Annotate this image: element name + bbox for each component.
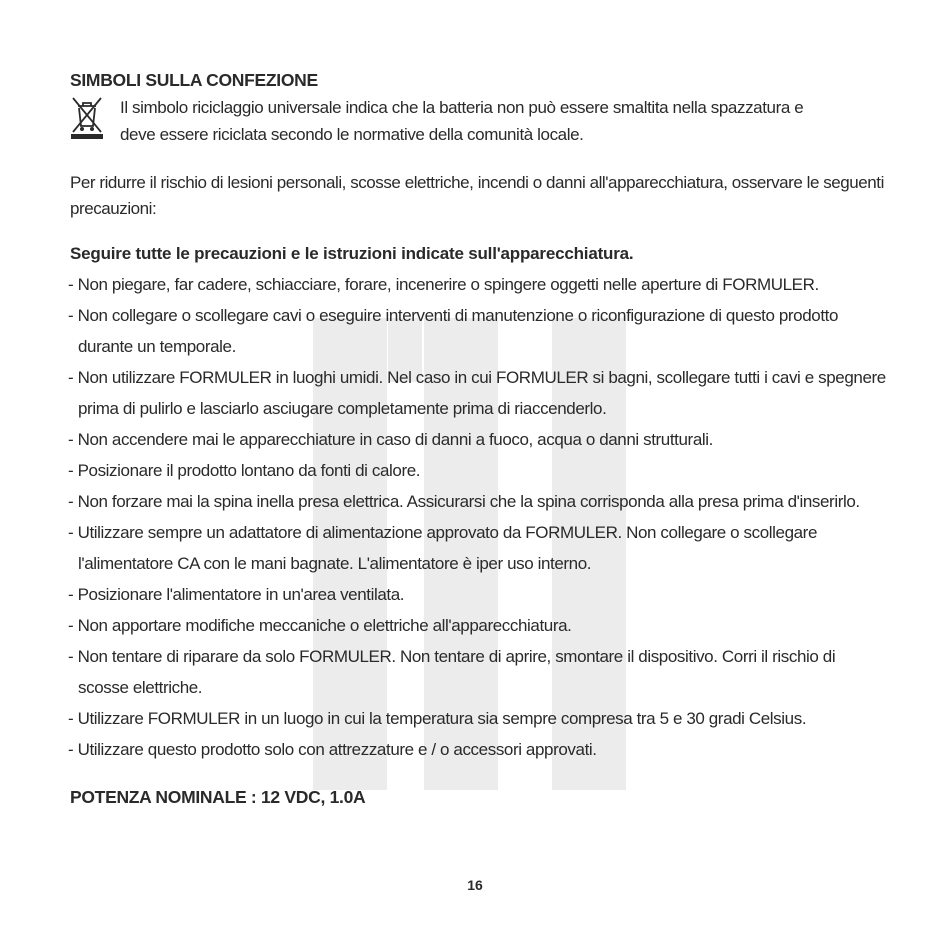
precautions-heading: Seguire tutte le precauzioni e le istruzioni indicate sull'apparecchiatura. <box>70 244 634 263</box>
symbol-description-line: deve essere riciclata secondo le normative della comunità locale. <box>120 125 584 144</box>
precaution-item: - Utilizzare FORMULER in un luogo in cui la temperatura sia sempre compresa tra 5 e 30 gradi Celsius. <box>68 709 807 728</box>
precaution-item: - Non piegare, far cadere, schiacciare, forare, incenerire o spingere oggetti nelle aperture di FORMULER. <box>68 275 819 294</box>
page-content <box>70 68 890 809</box>
precaution-item: - Utilizzare questo prodotto solo con attrezzature e / o accessori approvati. <box>68 740 597 759</box>
symbol-description-line: Il simbolo riciclaggio universale indica che la batteria non può essere smaltita nella spazzatura e <box>120 98 804 117</box>
precaution-item: - Non utilizzare FORMULER in luoghi umidi. Nel caso in cui FORMULER si bagni, scollegare tutti i cavi e spegnere prima di pulirlo e lasciarlo asciugare completamente prima di riaccenderlo. <box>68 368 886 418</box>
precaution-item: - Non collegare o scollegare cavi o eseguire interventi di manutenzione o riconfigurazione di questo prodotto durante un temporale. <box>68 306 839 356</box>
precaution-item: - Non forzare mai la spina inella presa elettrica. Assicurarsi che la spina corrisponda alla presa prima d'inserirlo. <box>68 492 860 511</box>
precautions-list <box>70 269 890 765</box>
precaution-item: - Non accendere mai le apparecchiature in caso di danni a fuoco, acqua o danni strutturali. <box>68 430 713 449</box>
precaution-item: - Utilizzare sempre un adattatore di alimentazione approvato da FORMULER. Non collegare o scollegare l'alimentatore CA con le mani bagnate. L'alimentatore è iper uso interno. <box>68 523 817 573</box>
precaution-item: - Posizionare il prodotto lontano da fonti di calore. <box>68 461 421 480</box>
power-rating: POTENZA NOMINALE : 12 VDC, 1.0A <box>70 787 366 807</box>
crossed-out-wheelie-bin-icon <box>70 96 104 140</box>
precaution-item: - Non apportare modifiche meccaniche o elettriche all'apparecchiatura. <box>68 616 572 635</box>
intro-paragraph: Per ridurre il rischio di lesioni personali, scosse elettriche, incendi o danni all'apparecchiatura, osservare le seguenti precauzioni: <box>70 173 884 218</box>
symbols-heading: SIMBOLI SULLA CONFEZIONE <box>70 70 318 90</box>
recycle-symbol-row <box>70 94 890 148</box>
precaution-item: - Non tentare di riparare da solo FORMULER. Non tentare di aprire, smontare il dispositivo. Corri il rischio di scosse elettriche. <box>68 647 836 697</box>
precaution-item: - Posizionare l'alimentatore in un'area ventilata. <box>68 585 405 604</box>
page-number: 16 <box>467 877 483 893</box>
